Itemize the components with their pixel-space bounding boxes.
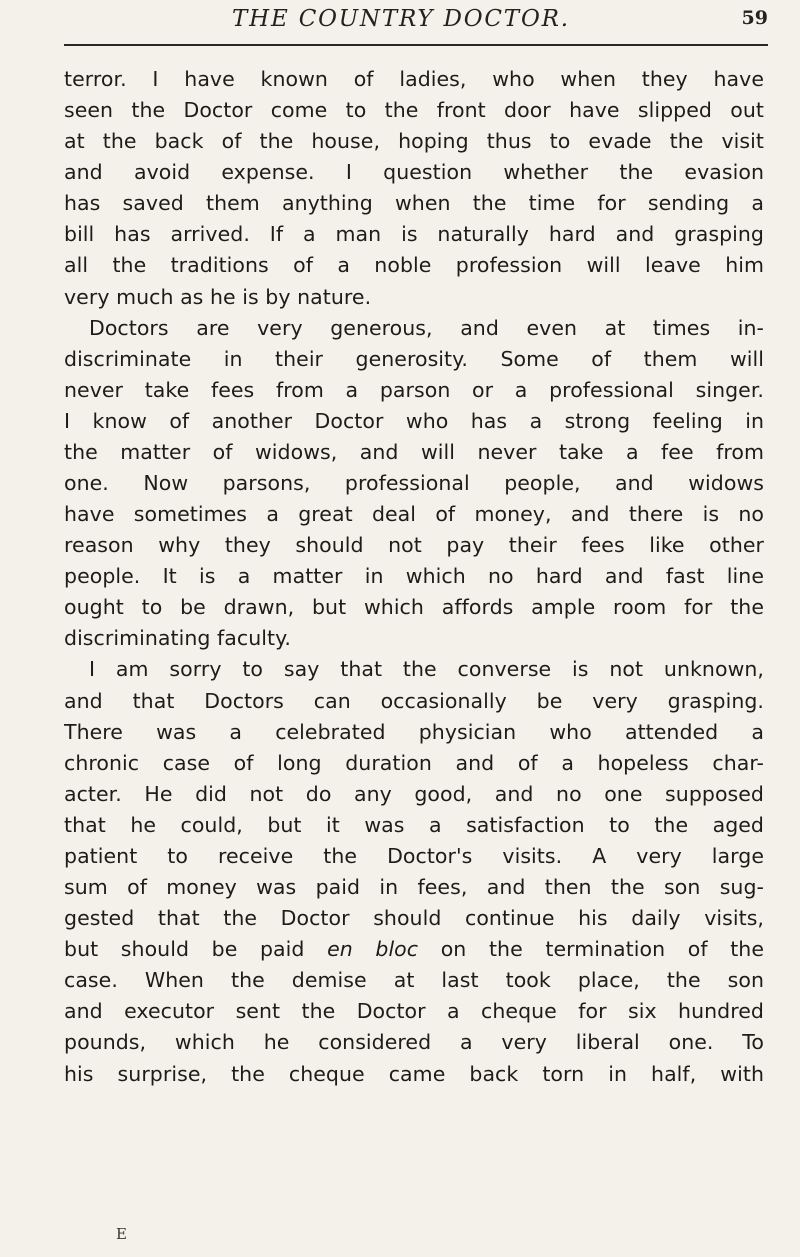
- text-line-29: [64, 934, 764, 965]
- page-number: 59: [741, 7, 768, 29]
- text-line-11: never take fees from a parson or a professional singer.: [64, 377, 764, 402]
- text-line-15: have sometimes a great deal of money, and there is no: [64, 502, 764, 527]
- text-line-31: and executor sent the Doctor a cheque for six hundred: [64, 999, 764, 1024]
- text-line-29-after: on the termination of the: [418, 937, 764, 962]
- text-line-8: very much as he is by nature.: [64, 284, 372, 309]
- text-line-5: has saved them anything when the time for sending a: [64, 191, 764, 216]
- text-line-10: discriminate in their generosity. Some of them will: [64, 346, 764, 371]
- text-line-27: sum of money was paid in fees, and then the son sug-: [64, 875, 764, 900]
- text-line-13: the matter of widows, and will never take a fee from: [64, 439, 764, 464]
- running-header: [64, 4, 768, 44]
- text-line-21: and that Doctors can occasionally be very grasping.: [64, 688, 764, 713]
- text-line-30: case. When the demise at last took place, the son: [64, 968, 764, 993]
- text-line-14: one. Now parsons, professional people, and widows: [64, 471, 764, 496]
- text-line-12: I know of another Doctor who has a strong feeling in: [64, 408, 764, 433]
- text-line-28: gested that the Doctor should continue his daily visits,: [64, 906, 764, 931]
- text-line-24: acter. He did not do any good, and no one supposed: [64, 781, 764, 806]
- text-line-6: bill has arrived. If a man is naturally hard and grasping: [64, 222, 764, 247]
- text-line-2: seen the Doctor come to the front door have slipped out: [64, 98, 764, 123]
- text-line-23: chronic case of long duration and of a hopeless char-: [64, 750, 764, 775]
- text-line-26: patient to receive the Doctor's visits. A very large: [64, 843, 764, 868]
- text-line-22: There was a celebrated physician who attended a: [64, 719, 764, 744]
- text-line-20: I am sorry to say that the converse is not unknown,: [89, 657, 764, 682]
- text-line-9: Doctors are very generous, and even at times in-: [89, 315, 764, 340]
- text-line-7: all the traditions of a noble profession will leave him: [64, 253, 764, 278]
- text-line-32: pounds, which he considered a very liberal one. To: [64, 1030, 764, 1055]
- text-line-17: people. It is a matter in which no hard and fast line: [64, 564, 764, 589]
- text-line-4: and avoid expense. I question whether the evasion: [64, 160, 764, 185]
- text-line-25: that he could, but it was a satisfaction to the aged: [64, 812, 764, 837]
- text-line-1: terror. I have known of ladies, who when they have: [64, 67, 764, 91]
- signature-mark: E: [116, 1225, 127, 1243]
- header-rule: [64, 44, 768, 46]
- text-line-33: his surprise, the cheque came back torn in half, with: [64, 1061, 764, 1086]
- text-line-29-before: but should be paid: [64, 937, 328, 962]
- text-line-16: reason why they should not pay their fees like other: [64, 533, 764, 558]
- text-line-19: discriminating faculty.: [64, 626, 291, 651]
- page-title: THE COUNTRY DOCTOR.: [232, 6, 570, 32]
- text-line-18: ought to be drawn, but which affords ample room for the: [64, 595, 764, 620]
- body-text: [64, 64, 764, 1090]
- italic-phrase: en bloc: [327, 937, 419, 962]
- text-line-3: at the back of the house, hoping thus to evade the visit: [64, 129, 764, 154]
